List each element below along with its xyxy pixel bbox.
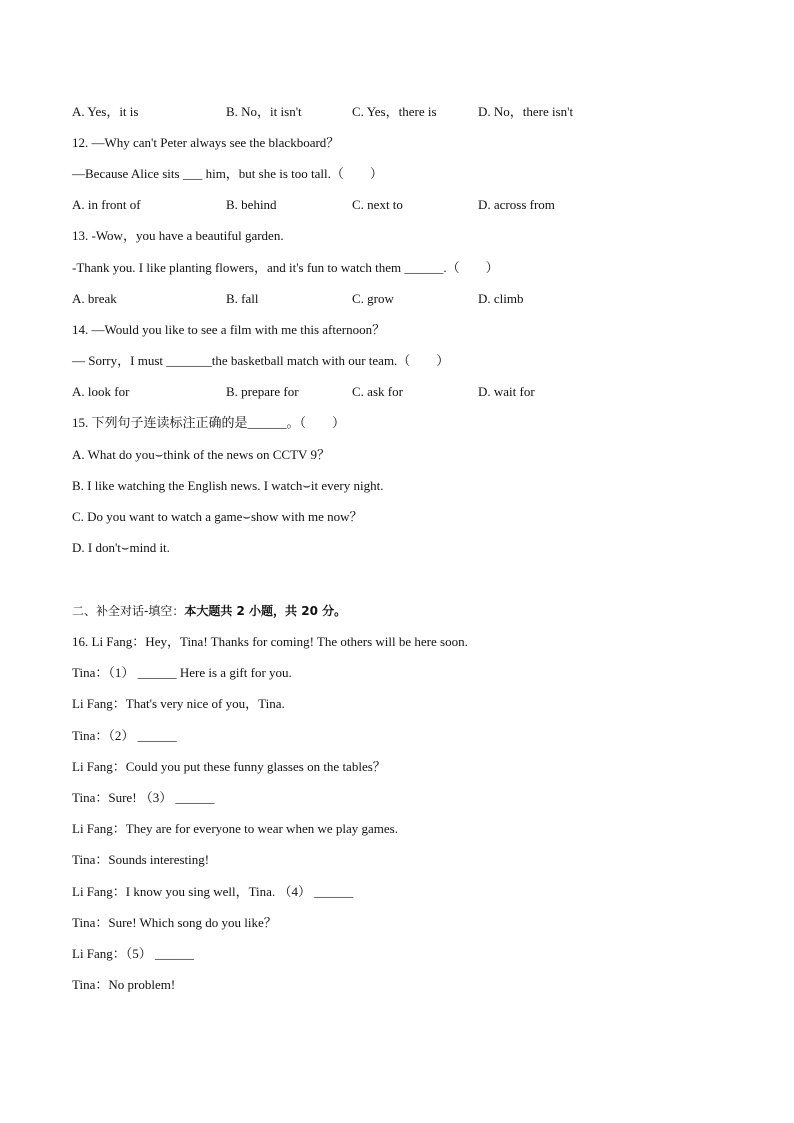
q12-option-d[interactable]: D. across from <box>478 197 555 212</box>
q12-line2: —Because Alice sits ___ him，but she is too tall.（ ） <box>72 166 383 181</box>
q12-option-c[interactable]: C. next to <box>352 197 403 212</box>
q11-option-b[interactable]: B. No，it isn't <box>226 104 302 119</box>
q15-option-b[interactable]: B. I like watching the English news. I watch⌣it every night. <box>72 478 384 493</box>
q14-option-a[interactable]: A. look for <box>72 384 130 399</box>
dialogue-line: Tina：Sure! Which song do you like？ <box>72 915 277 930</box>
q13-option-d[interactable]: D. climb <box>478 291 524 306</box>
q14-option-c[interactable]: C. ask for <box>352 384 403 399</box>
dialogue-line[interactable]: Li Fang：（5） ______ <box>72 946 195 961</box>
q13-stem: 13. -Wow，you have a beautiful garden. <box>72 228 284 243</box>
dialogue-line[interactable]: Tina：Sure! （3） ______ <box>72 790 215 805</box>
q13-option-a[interactable]: A. break <box>72 291 117 306</box>
q12-option-a[interactable]: A. in front of <box>72 197 141 212</box>
q15-option-a[interactable]: A. What do you⌣think of the news on CCTV 9？ <box>72 447 330 462</box>
dialogue-line[interactable]: Tina：（2） ______ <box>72 728 177 743</box>
dialogue-line: Li Fang：Could you put these funny glasses on the tables？ <box>72 759 386 774</box>
q11-option-c[interactable]: C. Yes，there is <box>352 104 437 119</box>
dialogue-line: Tina：Sounds interesting! <box>72 852 210 867</box>
q15-option-d[interactable]: D. I don't⌣mind it. <box>72 540 170 555</box>
q14-stem: 14. —Would you like to see a film with me this afternoon？ <box>72 322 386 337</box>
q11-option-d[interactable]: D. No，there isn't <box>478 104 574 119</box>
q12-stem: 12. —Why can't Peter always see the blackboard？ <box>72 135 340 150</box>
section-2-prefix: 二、补全对话-填空： <box>72 604 185 618</box>
dialogue-line[interactable]: Li Fang：I know you sing well，Tina. （4） ______ <box>72 884 354 899</box>
q13-line2: -Thank you. I like planting flowers，and it's fun to watch them ______.（ ） <box>72 260 499 275</box>
section-2-heading <box>72 602 346 620</box>
q11-option-a[interactable]: A. Yes，it is <box>72 104 139 119</box>
q12-option-b[interactable]: B. behind <box>226 197 277 212</box>
q15-stem: 15. 下列句子连读标注正确的是______。（ ） <box>72 415 346 430</box>
q15-option-c[interactable]: C. Do you want to watch a game⌣show with me now？ <box>72 509 363 524</box>
q13-option-b[interactable]: B. fall <box>226 291 259 306</box>
dialogue-line: 16. Li Fang：Hey，Tina! Thanks for coming! The others will be here soon. <box>72 634 468 649</box>
dialogue-line: Li Fang：They are for everyone to wear when we play games. <box>72 821 398 836</box>
q14-option-b[interactable]: B. prepare for <box>226 384 299 399</box>
q14-line2: — Sorry，I must _______the basketball match with our team.（ ） <box>72 353 450 368</box>
dialogue-line[interactable]: Tina：（1） ______ Here is a gift for you. <box>72 665 292 680</box>
q14-option-d[interactable]: D. wait for <box>478 384 535 399</box>
dialogue-line: Li Fang：That's very nice of you，Tina. <box>72 696 285 711</box>
dialogue-line: Tina：No problem! <box>72 977 176 992</box>
section-2-score-note: 本大题共 2 小题，共 20 分。 <box>184 604 347 618</box>
q13-option-c[interactable]: C. grow <box>352 291 394 306</box>
